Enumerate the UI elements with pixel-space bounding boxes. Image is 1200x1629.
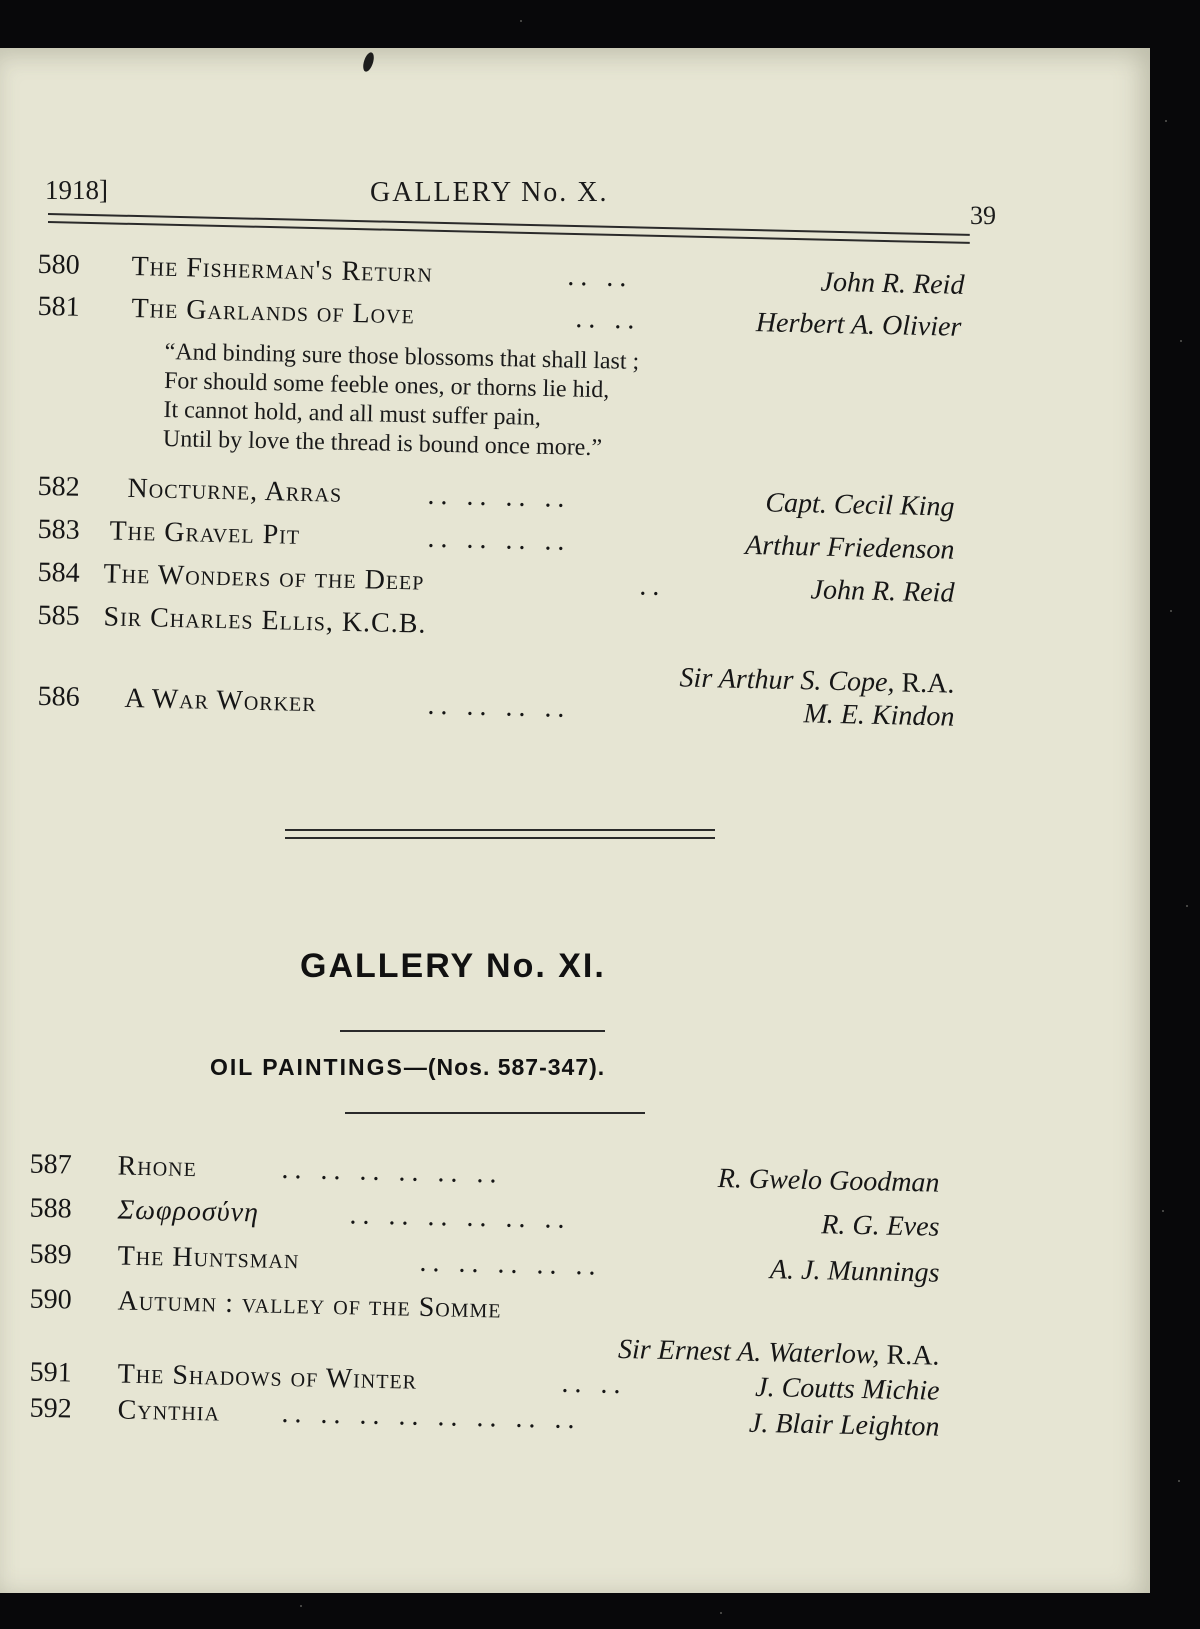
background-speck: [300, 1605, 302, 1607]
background-speck: [1178, 1480, 1180, 1482]
leader-dots: .. .. .. .. ..: [419, 1246, 602, 1282]
leader-dots: .. .. .. .. .. ..: [281, 1153, 503, 1190]
leader-dots: .. ..: [561, 1367, 627, 1401]
leader-dots: .. .. .. .. .. ..: [349, 1199, 571, 1235]
background-speck: [1170, 610, 1172, 612]
entry-number: 580: [37, 248, 80, 281]
entry-artist: Sir Ernest A. Waterlow, R.A.: [617, 1333, 940, 1372]
entry-title: Sir Charles Ellis, K.C.B.: [103, 601, 427, 640]
entry-title: Cynthia: [117, 1394, 221, 1428]
quote-line: For should some feeble ones, or thorns lie hid,: [163, 367, 610, 404]
entry-title: The Garlands of Love: [131, 292, 416, 331]
entry-number: 583: [37, 513, 80, 546]
entry-artist: Herbert A. Olivier: [755, 307, 962, 343]
divider-rule-bottom: [285, 837, 715, 839]
section-subtitle: OIL PAINTINGS—(Nos. 587-347).: [210, 1054, 606, 1080]
entry-title: The Wonders of the Deep: [103, 558, 425, 597]
entry-artist: Sir Arthur S. Cope, R.A.: [679, 662, 955, 700]
entry-number: 587: [29, 1148, 72, 1181]
leader-dots: ..: [639, 570, 666, 603]
entry-artist: R. G. Eves: [820, 1209, 940, 1243]
entry-artist: John R. Reid: [810, 574, 955, 609]
entry-title: Σωφροσύνη: [117, 1194, 260, 1229]
entry-artist: R. Gwelo Goodman: [717, 1163, 940, 1199]
entry-number: 590: [29, 1283, 72, 1316]
entry-number: 581: [37, 290, 80, 323]
entry-title: Rhone: [117, 1150, 198, 1184]
entry-artist: J. Coutts Michie: [754, 1371, 940, 1407]
leader-dots: .. ..: [575, 303, 641, 336]
subtitle-rule: [345, 1112, 645, 1114]
leader-dots: .. .. .. ..: [427, 522, 571, 557]
entry-title: The Gravel Pit: [109, 515, 301, 551]
entry-title: Autumn : valley of the Somme: [117, 1285, 502, 1325]
background-speck: [520, 20, 522, 22]
leader-dots: .. ..: [567, 260, 633, 294]
leader-dots: .. .. .. ..: [427, 689, 571, 724]
entry-number: 585: [37, 599, 80, 632]
entry-title: A War Worker: [124, 682, 318, 719]
entry-title: The Fisherman's Return: [131, 250, 434, 289]
entry-artist: Arthur Friedenson: [744, 529, 955, 566]
entry-title: Nocturne, Arras: [127, 472, 343, 509]
entry-artist: J. Blair Leighton: [748, 1407, 940, 1443]
background-speck: [1165, 120, 1167, 122]
section-rule: [340, 1030, 605, 1032]
entry-artist: Capt. Cecil King: [765, 487, 955, 523]
entry-number: 592: [29, 1392, 72, 1425]
entry-number: 586: [37, 680, 80, 713]
quote-line: It cannot hold, and all must suffer pain,: [163, 396, 542, 431]
quote-line: “And binding sure those blossoms that shall last ;: [164, 338, 640, 375]
background-speck: [1180, 340, 1182, 342]
entry-artist: A. J. Munnings: [769, 1254, 940, 1289]
leader-dots: .. .. .. .. .. .. .. ..: [281, 1397, 581, 1436]
page-number: 39: [970, 201, 996, 230]
verse-quotation: [163, 338, 640, 464]
header-title: GALLERY No. X.: [370, 177, 609, 208]
background-speck: [720, 1612, 722, 1614]
background-speck: [1186, 905, 1188, 907]
divider-rule-top: [285, 829, 715, 831]
leader-dots: .. .. .. ..: [427, 479, 571, 514]
entry-number: 582: [37, 470, 80, 503]
entry-number: 588: [29, 1192, 72, 1225]
background-speck: [1162, 1210, 1164, 1212]
entry-title: The Huntsman: [117, 1240, 300, 1276]
entry-artist: John R. Reid: [820, 266, 965, 301]
quote-line: Until by love the thread is bound once more.”: [162, 425, 603, 462]
entry-number: 584: [37, 556, 80, 589]
entry-artist: M. E. Kindon: [803, 698, 955, 733]
section-title: GALLERY No. XI.: [300, 947, 606, 985]
entry-number: 591: [29, 1356, 72, 1389]
entry-title: The Shadows of Winter: [117, 1358, 418, 1396]
header-year: 1918]: [45, 175, 108, 205]
entry-number: 589: [29, 1238, 72, 1271]
